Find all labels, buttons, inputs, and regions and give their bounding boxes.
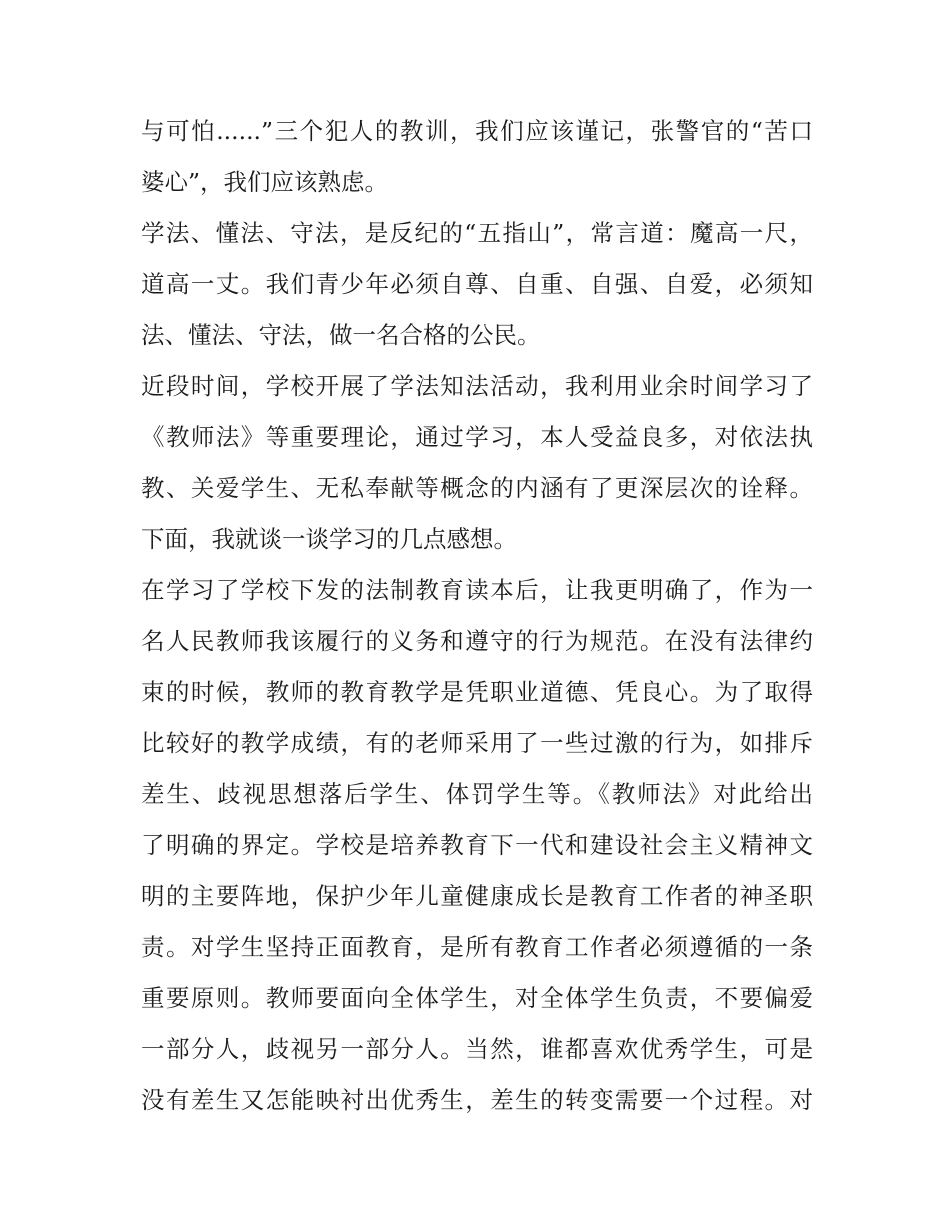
- text-line: 没有差生又怎能映衬出优秀生，差生的转变需要一个过程。对: [141, 1086, 813, 1114]
- text-line: 下面，我就谈一谈学习的几点感想。: [141, 525, 517, 553]
- text-line: 差生、歧视思想落后学生、体罚学生等。《教师法》对此给出: [141, 780, 813, 808]
- text-line: 《教师法》等重要理论，通过学习，本人受益良多，对依法执: [141, 423, 813, 451]
- text-line: 比较好的教学成绩，有的老师采用了一些过激的行为，如排斥: [141, 729, 813, 757]
- text-line: 重要原则。教师要面向全体学生，对全体学生负责，不要偏爱: [141, 984, 813, 1012]
- text-line: 一部分人，歧视另一部分人。当然，谁都喜欢优秀学生，可是: [141, 1035, 813, 1063]
- text-line: 名人民教师我该履行的义务和遵守的行为规范。在没有法律约: [141, 627, 813, 655]
- text-line: 学法、懂法、守法，是反纪的“五指山”，常言道：魔高一尺，: [141, 219, 813, 247]
- document-text-body: [141, 106, 813, 1126]
- text-line: 教、关爱学生、无私奉献等概念的内涵有了更深层次的诠释。: [141, 474, 813, 502]
- text-line: 责。对学生坚持正面教育，是所有教育工作者必须遵循的一条: [141, 933, 813, 961]
- text-line: 近段时间，学校开展了学法知法活动，我利用业余时间学习了: [141, 372, 813, 400]
- text-line: 法、懂法、守法，做一名合格的公民。: [141, 321, 541, 349]
- text-line: 与可怕......”三个犯人的教训，我们应该谨记，张警官的“苦口: [141, 117, 813, 145]
- text-line: 道高一丈。我们青少年必须自尊、自重、自强、自爱，必须知: [141, 270, 813, 298]
- text-line: 婆心”，我们应该熟虑。: [141, 168, 389, 196]
- text-line: 束的时候，教师的教育教学是凭职业道德、凭良心。为了取得: [141, 678, 813, 706]
- text-line: 在学习了学校下发的法制教育读本后，让我更明确了，作为一: [141, 576, 813, 604]
- text-line: 了明确的界定。学校是培养教育下一代和建设社会主义精神文: [141, 831, 813, 859]
- text-line: 明的主要阵地，保护少年儿童健康成长是教育工作者的神圣职: [141, 882, 813, 910]
